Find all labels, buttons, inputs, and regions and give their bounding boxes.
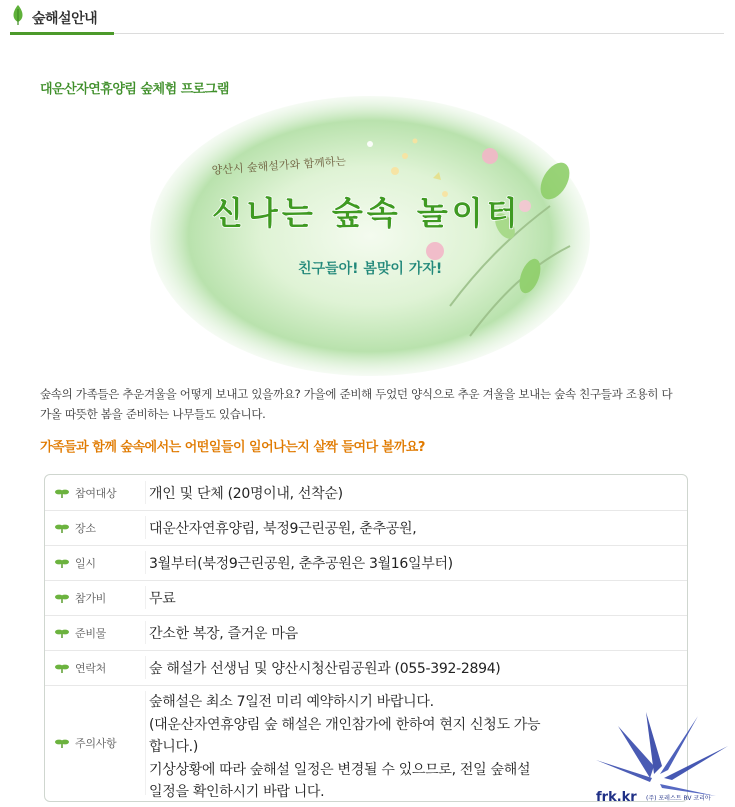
sprout-icon [55, 738, 69, 748]
info-row-fee [45, 580, 687, 616]
info-value: 간소한 복장, 즐거운 마음 [149, 625, 298, 642]
program-banner [150, 96, 590, 378]
banner-tagline: 양산시 숲해설가와 함께하는 [211, 154, 347, 177]
note-line: (대운산자연휴양림 숲 해설은 개인참가에 한하여 현지 신청도 가능 [149, 716, 541, 733]
info-label: 주의사항 [75, 737, 117, 750]
question-heading: 가족들과 함께 숲속에서는 어떤일들이 일어나는지 살짝 들여다 볼까요? [40, 440, 425, 455]
info-notes [149, 685, 540, 807]
info-value: 대운산자연휴양림, 북정9근린공원, 춘추공원, [149, 520, 417, 537]
watermark-company: (주) 포레스트 RV 코리아 [646, 795, 711, 802]
note-line: 합니다.) [149, 739, 198, 755]
info-label: 연락처 [75, 661, 106, 675]
info-label: 장소 [75, 521, 96, 535]
header-divider [114, 33, 724, 34]
program-subtitle: 대운산자연휴양림 숲체험 프로그램 [40, 82, 229, 97]
intro-paragraph: 숲속의 가족들은 추운겨울을 어떻게 보내고 있을까요? 가을에 준비해 두었던 양식으로 추운 겨울을 보내는 숲속 친구들과 조용히 다가올 따뜻한 봄을 준비하는 나무들도 있습니다. [40, 387, 673, 421]
sprout-icon [55, 663, 69, 673]
sprout-icon [55, 488, 69, 498]
section-title: 숲해설안내 [32, 11, 98, 27]
info-label: 준비물 [75, 626, 106, 640]
banner-slogan: 친구들아! 봄맞이 가자! [298, 261, 443, 277]
info-label: 일시 [75, 556, 96, 570]
section-header [0, 0, 735, 36]
note-line: 기상상황에 따라 숲해설 일정은 변경될 수 있으므로, 전일 숲해설 [149, 761, 531, 778]
info-row-location [45, 510, 687, 546]
info-row-participants [45, 475, 687, 511]
title-underline [10, 32, 114, 35]
sprout-icon [55, 558, 69, 568]
info-value: 3월부터(북정9근린공원, 춘추공원은 3월16일부터) [149, 555, 453, 572]
watermark-star-icon [596, 712, 728, 796]
info-label: 참가비 [75, 591, 106, 605]
watermark-logo [588, 708, 735, 805]
info-value: 무료 [149, 590, 176, 607]
info-row-contact [45, 650, 687, 686]
banner-title: 신나는 숲속 놀이터 [212, 194, 522, 232]
info-row-supplies [45, 615, 687, 651]
info-value: 숲 해설가 선생님 및 양산시청산림공원과 (055-392-2894) [149, 660, 501, 677]
sprout-icon [55, 523, 69, 533]
sprout-icon [55, 593, 69, 603]
watermark-site: frk.kr [596, 790, 637, 805]
info-value: 개인 및 단체 (20명이내, 선착순) [149, 485, 343, 502]
info-row-schedule [45, 545, 687, 581]
sprout-icon [55, 628, 69, 638]
leaf-icon [11, 4, 25, 26]
info-label: 참여대상 [75, 486, 117, 500]
note-line: 숲해설은 최소 7일전 미리 예약하시기 바랍니다. [149, 694, 434, 710]
note-line: 일정을 확인하시기 바랍 니다. [149, 784, 325, 800]
